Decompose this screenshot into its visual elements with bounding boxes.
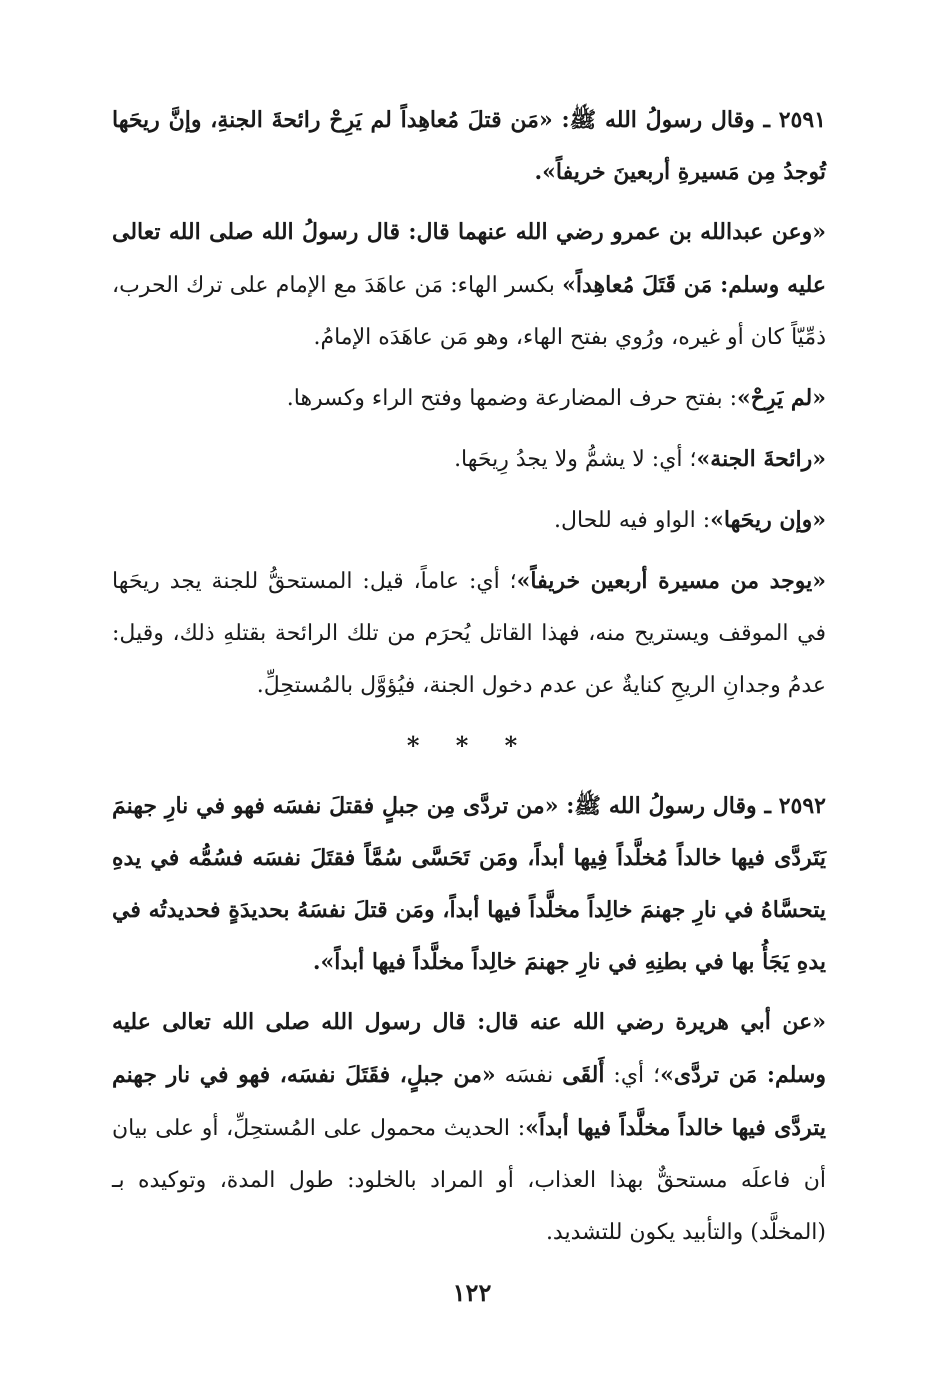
commentary-text: ؛ أي: لا يشمُّ ولا يجدُ رِيحَها. (454, 447, 697, 472)
commentary-lemma: أَلقَى (562, 1062, 605, 1088)
commentary-paragraph (112, 996, 826, 1259)
commentary-text: نفسَه (495, 1063, 563, 1088)
commentary-paragraph (112, 206, 826, 364)
hadith-2591 (112, 94, 826, 198)
commentary-text: : الواو فيه للحال. (554, 508, 711, 533)
hadith-2592 (112, 780, 826, 988)
commentary-lemma: «وعن عبدالله بن عمرو رضي الله عنهما قال: قال رسولُ الله صلى الله تعالى عليه وسلم: مَن قَتَلَ مُعاهِداً» (112, 219, 826, 298)
section-separator: * * * (406, 731, 532, 760)
commentary-text: : الحديث محمول على المُستحِلِّ، أو على بيان أن فاعلَه مستحقٌّ بهذا العذاب، أو المراد بالخلود: طول المدة، وتوكيده بـ (المخلَّد) والتأبيد يكون للتشديد. (112, 1116, 826, 1245)
commentary-paragraph (112, 494, 826, 547)
hadith-number: ٢٥٩١ (778, 107, 826, 133)
commentary-paragraph (112, 433, 826, 486)
commentary-lemma: «رائحةَ الجنة» (696, 446, 826, 472)
commentary-paragraph (112, 372, 826, 425)
page-body (112, 94, 826, 1267)
commentary-lemma: «لم يَرِحْ» (737, 385, 826, 411)
commentary-paragraph (112, 555, 826, 712)
commentary-lemma: «وإن ريحَها» (710, 507, 826, 533)
page-number: ١٢٢ (452, 1278, 492, 1307)
commentary-lemma: «يوجد من مسيرة أربعين خريفاً» (516, 568, 826, 594)
hadith-text: ـ وقال رسولُ الله ﷺ: «من تردَّى مِن جبلٍ فقتلَ نفسَه فهو في نارِ جهنمَ يَتَردَّى فيها خالداً مُخلَّداً فِيها أبداً، ومَن تَحَسَّى سُمَّاً فقتَلَ نفسَه فسُمُّه في يدهِ يتحسَّاهُ في نارِ جهنمَ خالِداً مخلَّداً فيها أبداً، ومَن قتلَ نفسَهُ بحديدَةٍ فحديدتُه في يدهِ يَجَأُ بها في بطنِهِ في نارِ جهنمَ خالِداً مخلَّداً فيها أبداً». (112, 793, 826, 975)
hadith-text: ـ وقال رسولُ الله ﷺ: «مَن قتلَ مُعاهِداً لم يَرِحْ رائحةَ الجنةِ، وإنَّ ريحَها تُوجدُ مِن مَسيرةِ أربعينَ خريفاً». (112, 107, 826, 185)
commentary-text: : بفتح حرف المضارعة وضمها وفتح الراء وكسرها. (286, 386, 738, 411)
commentary-lemma: «عن أبي هريرة رضي الله عنه قال: قال رسول الله صلى الله تعالى عليه وسلم: مَن تردَّى» (112, 1009, 826, 1088)
commentary-text: ؛ أي: عاماً، قيل: المستحقُّ للجنة يجد ريحَها في الموقف ويستريح منه، فهذا القاتل يُحرَم من تلك الرائحة بقتلهِ ذلك، وقيل: عدمُ وجدانِ الريحِ كنايةٌ عن عدم دخول الجنة، فيُؤوَّل بالمُستحِلِّ. (112, 569, 826, 698)
commentary-lemma: «من جبلٍ، فقَتَلَ نفسَه، فهو في نار جهنم يتردَّى فيها خالداً مخلَّداً فيها أبداً» (112, 1062, 827, 1141)
commentary-text: ؛ أي: (604, 1063, 661, 1088)
hadith-number: ٢٥٩٢ (778, 793, 826, 819)
commentary-text: بكسر الهاء: مَن عاهَدَ مع الإمام على ترك الحرب، ذمِّيّاً كان أو غيره، ورُوي بفتح الهاء، وهو مَن عاهَدَه الإمامُ. (112, 273, 826, 350)
